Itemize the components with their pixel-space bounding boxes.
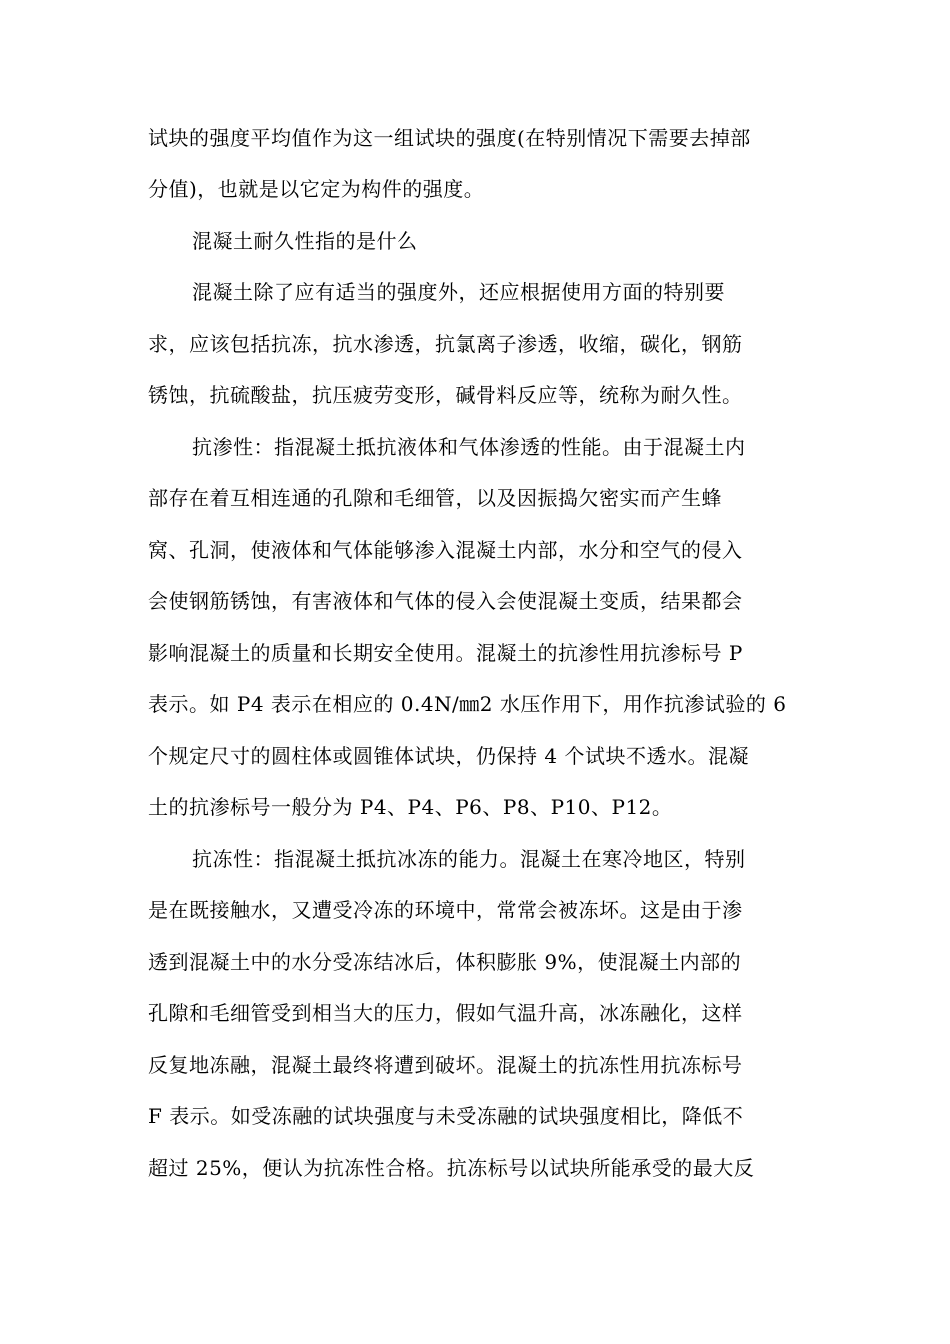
text-line: 孔隙和毛细管受到相当大的压力，假如气温升高，冰冻融化，这样 (148, 1001, 743, 1025)
text-line: 分值)，也就是以它定为构件的强度。 (148, 177, 485, 201)
text-line: 抗渗性：指混凝土抵抗液体和气体渗透的性能。由于混凝土内 (192, 435, 746, 459)
text-line: 部存在着互相连通的孔隙和毛细管，以及因振捣欠密实而产生蜂 (148, 486, 722, 510)
text-line: 求，应该包括抗冻，抗水渗透，抗氯离子渗透，收缩，碳化，钢筋 (148, 332, 743, 356)
section-heading: 混凝土耐久性指的是什么 (192, 229, 418, 253)
text-line: 是在既接触水，又遭受冷冻的环境中，常常会被冻坏。这是由于渗 (148, 898, 743, 922)
text-line: 表示。如 P4 表示在相应的 0.4N/㎜2 水压作用下，用作抗渗试验的 6 (148, 692, 787, 716)
text-line: F 表示。如受冻融的试块强度与未受冻融的试块强度相比，降低不 (148, 1104, 744, 1128)
text-line: 锈蚀，抗硫酸盐，抗压疲劳变形，碱骨料反应等，统称为耐久性。 (148, 383, 743, 407)
text-line: 试块的强度平均值作为这一组试块的强度(在特别情况下需要去掉部 (148, 126, 751, 150)
text-line: 窝、孔洞，使液体和气体能够渗入混凝土内部，水分和空气的侵入 (148, 538, 743, 562)
text-line: 个规定尺寸的圆柱体或圆锥体试块，仍保持 4 个试块不透水。混凝 (148, 744, 749, 768)
text-line: 会使钢筋锈蚀，有害液体和气体的侵入会使混凝土变质，结果都会 (148, 589, 743, 613)
text-line: 混凝土除了应有适当的强度外，还应根据使用方面的特别要 (192, 280, 725, 304)
text-line: 透到混凝土中的水分受冻结冰后，体积膨胀 9%，使混凝土内部的 (148, 950, 742, 974)
text-line: 超过 25%，便认为抗冻性合格。抗冻标号以试块所能承受的最大反 (148, 1156, 755, 1180)
text-line: 反复地冻融，混凝土最终将遭到破坏。混凝土的抗冻性用抗冻标号 (148, 1053, 743, 1077)
text-line: 抗冻性：指混凝土抵抗冰冻的能力。混凝土在寒冷地区，特别 (192, 847, 746, 871)
text-line: 影响混凝土的质量和长期安全使用。混凝土的抗渗性用抗渗标号 P (148, 641, 743, 665)
text-line: 土的抗渗标号一般分为 P4、P4、P6、P8、P10、P12。 (148, 795, 673, 819)
